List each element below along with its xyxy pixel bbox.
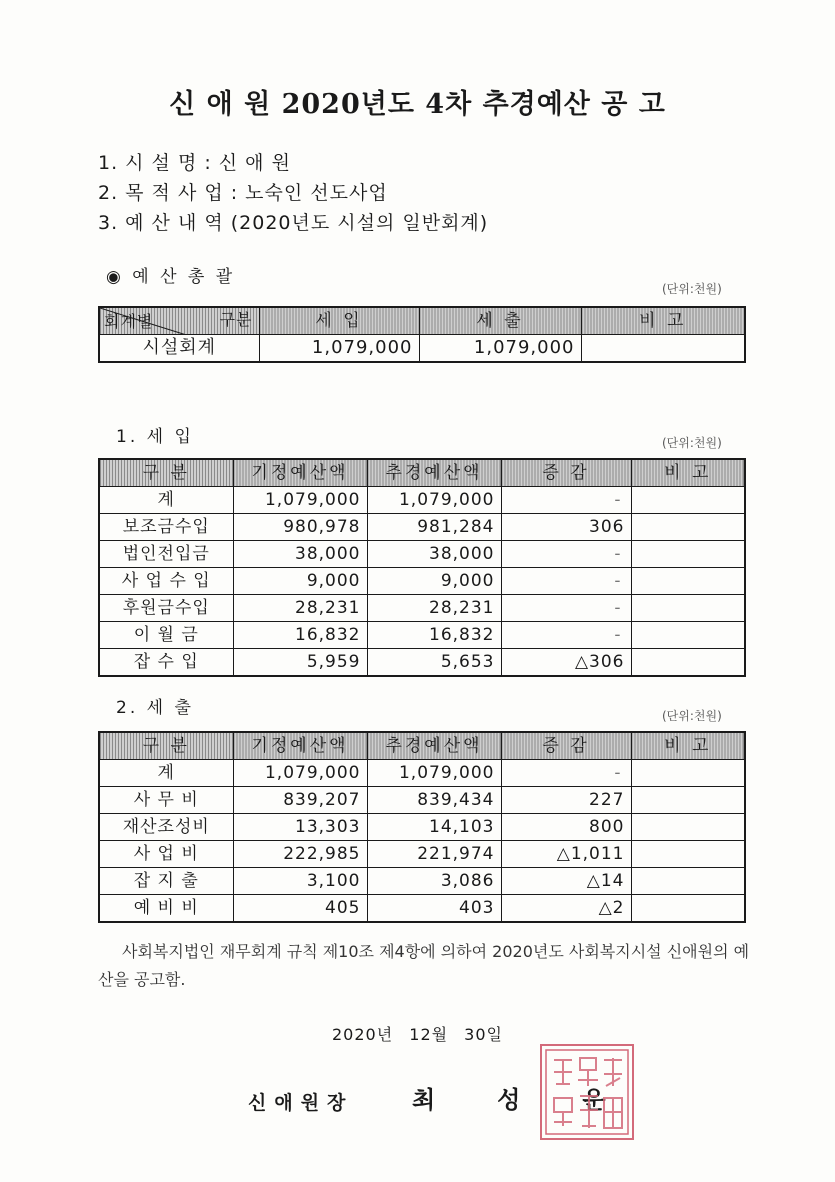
summary-unit: (단위:천원) bbox=[662, 282, 722, 296]
revenue-row-label: 잡 수 입 bbox=[99, 649, 233, 677]
revenue-heading: 1. 세 입 bbox=[116, 427, 194, 447]
expenditure-row bbox=[99, 814, 745, 841]
revenue-row-note bbox=[631, 622, 745, 649]
notice-date: 2020년 12월 30일 bbox=[332, 1025, 503, 1044]
expenditure-row bbox=[99, 841, 745, 868]
expenditure-row-note bbox=[631, 760, 745, 787]
revenue-row-diff: △306 bbox=[501, 649, 631, 677]
expenditure-row-note bbox=[631, 787, 745, 814]
expenditure-row-rev: 14,103 bbox=[367, 814, 501, 841]
revenue-row-rev: 28,231 bbox=[367, 595, 501, 622]
revenue-row-note bbox=[631, 568, 745, 595]
revenue-row bbox=[99, 514, 745, 541]
notice-text: 사회복지법인 재무회계 규칙 제10조 제4항에 의하여 2020년도 사회복지시설 신애원의 예산을 공고함. bbox=[98, 942, 750, 989]
expenditure-row-diff: △2 bbox=[501, 895, 631, 923]
expenditure-row-diff: - bbox=[501, 760, 631, 787]
revenue-row-diff: - bbox=[501, 595, 631, 622]
revenue-row-diff: 306 bbox=[501, 514, 631, 541]
summary-header-row bbox=[99, 307, 745, 335]
expenditure-row-prev: 405 bbox=[233, 895, 367, 923]
revenue-header-row bbox=[99, 459, 745, 487]
revenue-row bbox=[99, 622, 745, 649]
summary-row-revenue: 1,079,000 bbox=[259, 335, 419, 363]
revenue-unit: (단위:천원) bbox=[662, 436, 722, 450]
revenue-row-note bbox=[631, 487, 745, 514]
revenue-row-prev: 980,978 bbox=[233, 514, 367, 541]
expenditure-unit: (단위:천원) bbox=[662, 709, 722, 723]
expenditure-header-row bbox=[99, 732, 745, 760]
revenue-row-prev: 16,832 bbox=[233, 622, 367, 649]
signer-title: 신애원장 bbox=[248, 1092, 354, 1114]
revenue-row-label: 사 업 수 입 bbox=[99, 568, 233, 595]
info-facility: 1. 시 설 명 : 신 애 원 bbox=[98, 152, 291, 174]
expenditure-row-rev: 1,079,000 bbox=[367, 760, 501, 787]
expenditure-table bbox=[98, 731, 746, 923]
summary-row-note bbox=[581, 335, 745, 363]
expenditure-row-diff: △1,011 bbox=[501, 841, 631, 868]
expenditure-row-note bbox=[631, 895, 745, 923]
page-title: 신 애 원 2020년도 4차 추경예산 공 고 bbox=[169, 89, 666, 120]
revenue-row-rev: 16,832 bbox=[367, 622, 501, 649]
expenditure-row-prev: 1,079,000 bbox=[233, 760, 367, 787]
expenditure-row bbox=[99, 787, 745, 814]
expenditure-row-label: 사 업 비 bbox=[99, 841, 233, 868]
expenditure-header-prev: 기정예산액 bbox=[233, 732, 367, 760]
expenditure-row-rev: 403 bbox=[367, 895, 501, 923]
revenue-header-rev: 추경예산액 bbox=[367, 459, 501, 487]
revenue-row-diff: - bbox=[501, 541, 631, 568]
summary-row-label: 시설회계 bbox=[99, 335, 259, 363]
summary-row-expenditure: 1,079,000 bbox=[419, 335, 581, 363]
revenue-row-diff: - bbox=[501, 622, 631, 649]
summary-diagonal-header bbox=[99, 307, 259, 335]
revenue-row-rev: 5,653 bbox=[367, 649, 501, 677]
revenue-row-label: 계 bbox=[99, 487, 233, 514]
revenue-row-label: 보조금수입 bbox=[99, 514, 233, 541]
expenditure-row-prev: 222,985 bbox=[233, 841, 367, 868]
revenue-header-diff: 증 감 bbox=[501, 459, 631, 487]
revenue-row-note bbox=[631, 595, 745, 622]
info-budget-detail: 3. 예 산 내 역 (2020년도 시설의 일반회계) bbox=[98, 212, 489, 234]
diag-top-label: 구분 bbox=[219, 310, 253, 329]
summary-row bbox=[99, 335, 745, 363]
expenditure-row-label: 사 무 비 bbox=[99, 787, 233, 814]
revenue-row-note bbox=[631, 541, 745, 568]
revenue-row-diff: - bbox=[501, 568, 631, 595]
expenditure-row-diff: 227 bbox=[501, 787, 631, 814]
official-seal-icon bbox=[540, 1044, 634, 1140]
revenue-row-rev: 38,000 bbox=[367, 541, 501, 568]
revenue-row-label: 법인전입금 bbox=[99, 541, 233, 568]
expenditure-row-rev: 839,434 bbox=[367, 787, 501, 814]
expenditure-row bbox=[99, 895, 745, 923]
revenue-row-label: 후원금수입 bbox=[99, 595, 233, 622]
revenue-header-category: 구 분 bbox=[99, 459, 233, 487]
info-project: 2. 목 적 사 업 : 노숙인 선도사업 bbox=[98, 182, 388, 204]
revenue-header-prev: 기정예산액 bbox=[233, 459, 367, 487]
expenditure-row-rev: 221,974 bbox=[367, 841, 501, 868]
revenue-row-prev: 5,959 bbox=[233, 649, 367, 677]
expenditure-row-note bbox=[631, 868, 745, 895]
expenditure-header-note: 비 고 bbox=[631, 732, 745, 760]
expenditure-heading: 2. 세 출 bbox=[116, 698, 194, 718]
expenditure-row-prev: 839,207 bbox=[233, 787, 367, 814]
revenue-header-note: 비 고 bbox=[631, 459, 745, 487]
expenditure-row-label: 예 비 비 bbox=[99, 895, 233, 923]
revenue-row-rev: 981,284 bbox=[367, 514, 501, 541]
revenue-table bbox=[98, 458, 746, 677]
revenue-row-note bbox=[631, 514, 745, 541]
expenditure-row-prev: 3,100 bbox=[233, 868, 367, 895]
revenue-row-label: 이 월 금 bbox=[99, 622, 233, 649]
revenue-row bbox=[99, 595, 745, 622]
summary-header-note: 비 고 bbox=[581, 307, 745, 335]
diag-bottom-label: 회계별 bbox=[104, 312, 154, 331]
revenue-row bbox=[99, 541, 745, 568]
revenue-row-prev: 28,231 bbox=[233, 595, 367, 622]
expenditure-row bbox=[99, 760, 745, 787]
expenditure-row-diff: △14 bbox=[501, 868, 631, 895]
revenue-row bbox=[99, 649, 745, 677]
expenditure-row-label: 재산조성비 bbox=[99, 814, 233, 841]
expenditure-row-note bbox=[631, 814, 745, 841]
expenditure-row-label: 계 bbox=[99, 760, 233, 787]
revenue-row bbox=[99, 487, 745, 514]
expenditure-row-rev: 3,086 bbox=[367, 868, 501, 895]
revenue-row-rev: 9,000 bbox=[367, 568, 501, 595]
expenditure-header-diff: 증 감 bbox=[501, 732, 631, 760]
summary-heading: ◉ 예 산 총 괄 bbox=[106, 267, 236, 287]
signer-name: 최성운 bbox=[412, 1085, 668, 1114]
revenue-row-prev: 1,079,000 bbox=[233, 487, 367, 514]
expenditure-row bbox=[99, 868, 745, 895]
expenditure-row-note bbox=[631, 841, 745, 868]
expenditure-row-label: 잡 지 출 bbox=[99, 868, 233, 895]
revenue-row-rev: 1,079,000 bbox=[367, 487, 501, 514]
revenue-row bbox=[99, 568, 745, 595]
seal-graphic bbox=[542, 1046, 632, 1138]
revenue-row-prev: 9,000 bbox=[233, 568, 367, 595]
summary-header-expenditure: 세 출 bbox=[419, 307, 581, 335]
expenditure-header-category: 구 분 bbox=[99, 732, 233, 760]
expenditure-row-diff: 800 bbox=[501, 814, 631, 841]
summary-header-revenue: 세 입 bbox=[259, 307, 419, 335]
revenue-row-note bbox=[631, 649, 745, 677]
expenditure-row-prev: 13,303 bbox=[233, 814, 367, 841]
expenditure-header-rev: 추경예산액 bbox=[367, 732, 501, 760]
revenue-row-diff: - bbox=[501, 487, 631, 514]
summary-table bbox=[98, 306, 746, 363]
revenue-row-prev: 38,000 bbox=[233, 541, 367, 568]
